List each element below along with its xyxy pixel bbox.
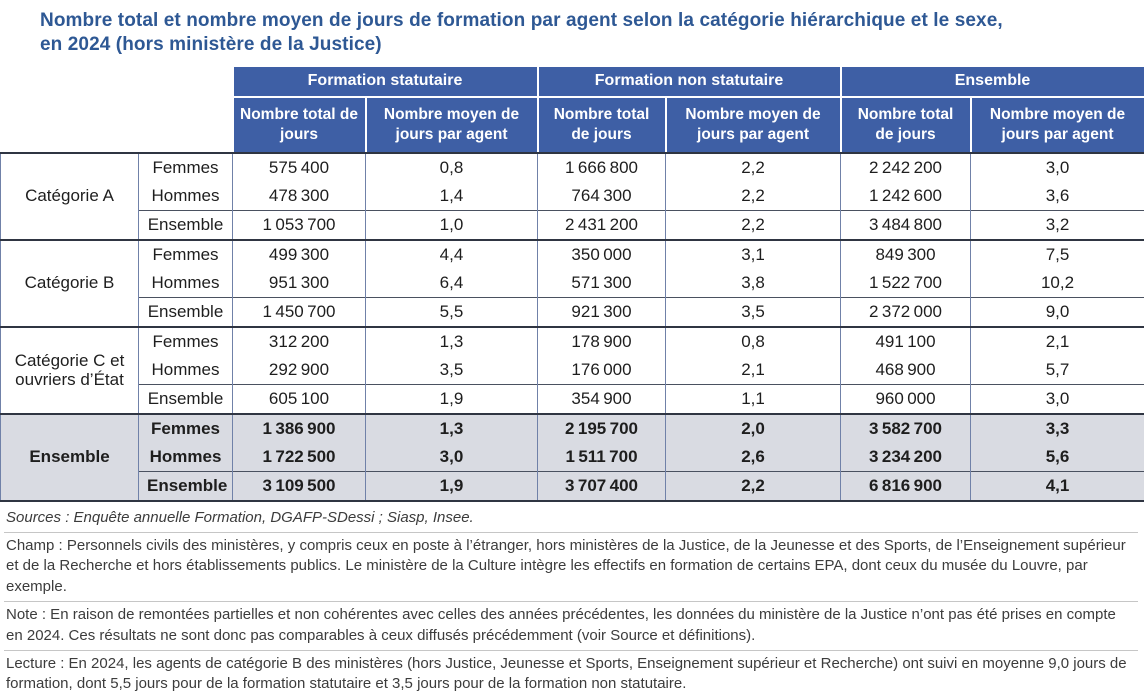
value-cell: 478 300 [233,182,366,211]
table-row [1,210,1144,240]
value-cell: 1,9 [366,384,538,414]
table-row [1,182,1144,211]
sources-note: Sources : Enquête annuelle Formation, DGAFP-SDessi ; Siasp, Insee. [4,505,1138,532]
value-cell: 1 242 600 [841,182,971,211]
value-cell: 1,9 [366,471,538,501]
value-cell: 3,3 [971,414,1144,443]
sex-cell: Ensemble [139,297,233,327]
value-cell: 1 450 700 [233,297,366,327]
sex-cell: Hommes [139,356,233,385]
sex-cell: Hommes [139,269,233,298]
value-cell: 2,6 [666,443,841,472]
sex-cell: Femmes [139,327,233,356]
category-cell: Ensemble [1,414,139,501]
value-cell: 2,2 [666,153,841,182]
table-notes [0,502,1144,699]
value-cell: 3,0 [971,384,1144,414]
value-cell: 1 722 500 [233,443,366,472]
value-cell: 1,3 [366,327,538,356]
value-cell: 3,0 [366,443,538,472]
value-cell: 2 372 000 [841,297,971,327]
value-cell: 575 400 [233,153,366,182]
header-spacer [1,97,233,153]
value-cell: 1 666 800 [538,153,666,182]
value-cell: 605 100 [233,384,366,414]
table-body [1,153,1144,501]
value-cell: 3,5 [666,297,841,327]
formation-table [0,65,1144,502]
value-cell: 6,4 [366,269,538,298]
col-group-formation-statutaire: Formation statutaire [233,66,538,97]
table-row [1,443,1144,472]
col-group-ensemble: Ensemble [841,66,1144,97]
value-cell: 10,2 [971,269,1144,298]
value-cell: 2,2 [666,210,841,240]
value-cell: 468 900 [841,356,971,385]
value-cell: 2 431 200 [538,210,666,240]
value-cell: 3 484 800 [841,210,971,240]
value-cell: 3 234 200 [841,443,971,472]
value-cell: 1,3 [366,414,538,443]
col-header-non-statutaire-total: Nombre total de jours [538,97,666,153]
value-cell: 4,1 [971,471,1144,501]
value-cell: 1 511 700 [538,443,666,472]
value-cell: 2 195 700 [538,414,666,443]
value-cell: 3,2 [971,210,1144,240]
value-cell: 3,6 [971,182,1144,211]
value-cell: 1,1 [666,384,841,414]
value-cell: 2,1 [971,327,1144,356]
sex-cell: Femmes [139,414,233,443]
value-cell: 2 242 200 [841,153,971,182]
column-group-row [1,66,1144,97]
lecture-note: Lecture : En 2024, les agents de catégorie B des ministères (hors Justice, Jeunesse et Sports, Enseignement supérieur et Recherche) ont suivi en moyenne 9,0 jours de formation, dont 5,5 jours pour de la formation statutaire et 3,5 jours pour de la formation non statutaire. [4,650,1138,699]
category-cell: Catégorie A [1,153,139,240]
value-cell: 9,0 [971,297,1144,327]
value-cell: 1,4 [366,182,538,211]
table-row [1,414,1144,443]
sex-cell: Ensemble [139,384,233,414]
value-cell: 3 582 700 [841,414,971,443]
champ-note: Champ : Personnels civils des ministères, y compris ceux en poste à l’étranger, hors ministères de la Justice, de la Jeunesse et des Sports, de l’Enseignement supérieur et de la Recherche et hors établissements publics. Le ministère de la Culture intègre les effectifs en formation de certains EPA, dont ceux du musée du Louvre, par exemple. [4,532,1138,601]
value-cell: 3,1 [666,240,841,269]
col-header-statutaire-total: Nombre total de jours [233,97,366,153]
value-cell: 921 300 [538,297,666,327]
sex-cell: Femmes [139,153,233,182]
value-cell: 2,2 [666,471,841,501]
table-row [1,153,1144,182]
value-cell: 491 100 [841,327,971,356]
value-cell: 951 300 [233,269,366,298]
value-cell: 5,7 [971,356,1144,385]
value-cell: 764 300 [538,182,666,211]
value-cell: 2,2 [666,182,841,211]
methodology-note: Note : En raison de remontées partielles et non cohérentes avec celles des années précédentes, les données du ministère de la Justice n’ont pas été prises en compte en 2024. Ces résultats ne sont donc pas comparables à ceux diffusés précédemment (voir Source et définitions). [4,601,1138,650]
value-cell: 499 300 [233,240,366,269]
header-spacer [1,66,233,97]
category-cell: Catégorie B [1,240,139,327]
value-cell: 1 386 900 [233,414,366,443]
value-cell: 571 300 [538,269,666,298]
value-cell: 1,0 [366,210,538,240]
value-cell: 3,8 [666,269,841,298]
table-row [1,356,1144,385]
col-header-non-statutaire-moyen: Nombre moyen de jours par agent [666,97,841,153]
value-cell: 354 900 [538,384,666,414]
value-cell: 2,0 [666,414,841,443]
value-cell: 0,8 [666,327,841,356]
value-cell: 1 053 700 [233,210,366,240]
table-row [1,384,1144,414]
sex-cell: Ensemble [139,210,233,240]
sex-cell: Hommes [139,182,233,211]
page-title-line2: en 2024 (hors ministère de la Justice) [40,34,382,55]
value-cell: 849 300 [841,240,971,269]
value-cell: 960 000 [841,384,971,414]
col-header-ensemble-total: Nombre total de jours [841,97,971,153]
value-cell: 5,6 [971,443,1144,472]
value-cell: 5,5 [366,297,538,327]
table-row [1,471,1144,501]
value-cell: 2,1 [666,356,841,385]
col-header-ensemble-moyen: Nombre moyen de jours par agent [971,97,1144,153]
value-cell: 176 000 [538,356,666,385]
value-cell: 4,4 [366,240,538,269]
value-cell: 3,5 [366,356,538,385]
sex-cell: Hommes [139,443,233,472]
table-row [1,297,1144,327]
value-cell: 292 900 [233,356,366,385]
value-cell: 350 000 [538,240,666,269]
table-header [1,66,1144,153]
table-row [1,240,1144,269]
value-cell: 0,8 [366,153,538,182]
col-header-statutaire-moyen: Nombre moyen de jours par agent [366,97,538,153]
value-cell: 6 816 900 [841,471,971,501]
table-row [1,269,1144,298]
value-cell: 3 109 500 [233,471,366,501]
value-cell: 178 900 [538,327,666,356]
value-cell: 3,0 [971,153,1144,182]
table-row [1,327,1144,356]
sub-header-row [1,97,1144,153]
value-cell: 312 200 [233,327,366,356]
page-title-line1: Nombre total et nombre moyen de jours de formation par agent selon la catégorie hiérarchique et le sexe, [40,10,1003,31]
sex-cell: Femmes [139,240,233,269]
category-cell: Catégorie C et ouvriers d’État [1,327,139,414]
value-cell: 7,5 [971,240,1144,269]
value-cell: 1 522 700 [841,269,971,298]
sex-cell: Ensemble [139,471,233,501]
page-title [0,0,1144,65]
value-cell: 3 707 400 [538,471,666,501]
col-group-formation-non-statutaire: Formation non statutaire [538,66,841,97]
